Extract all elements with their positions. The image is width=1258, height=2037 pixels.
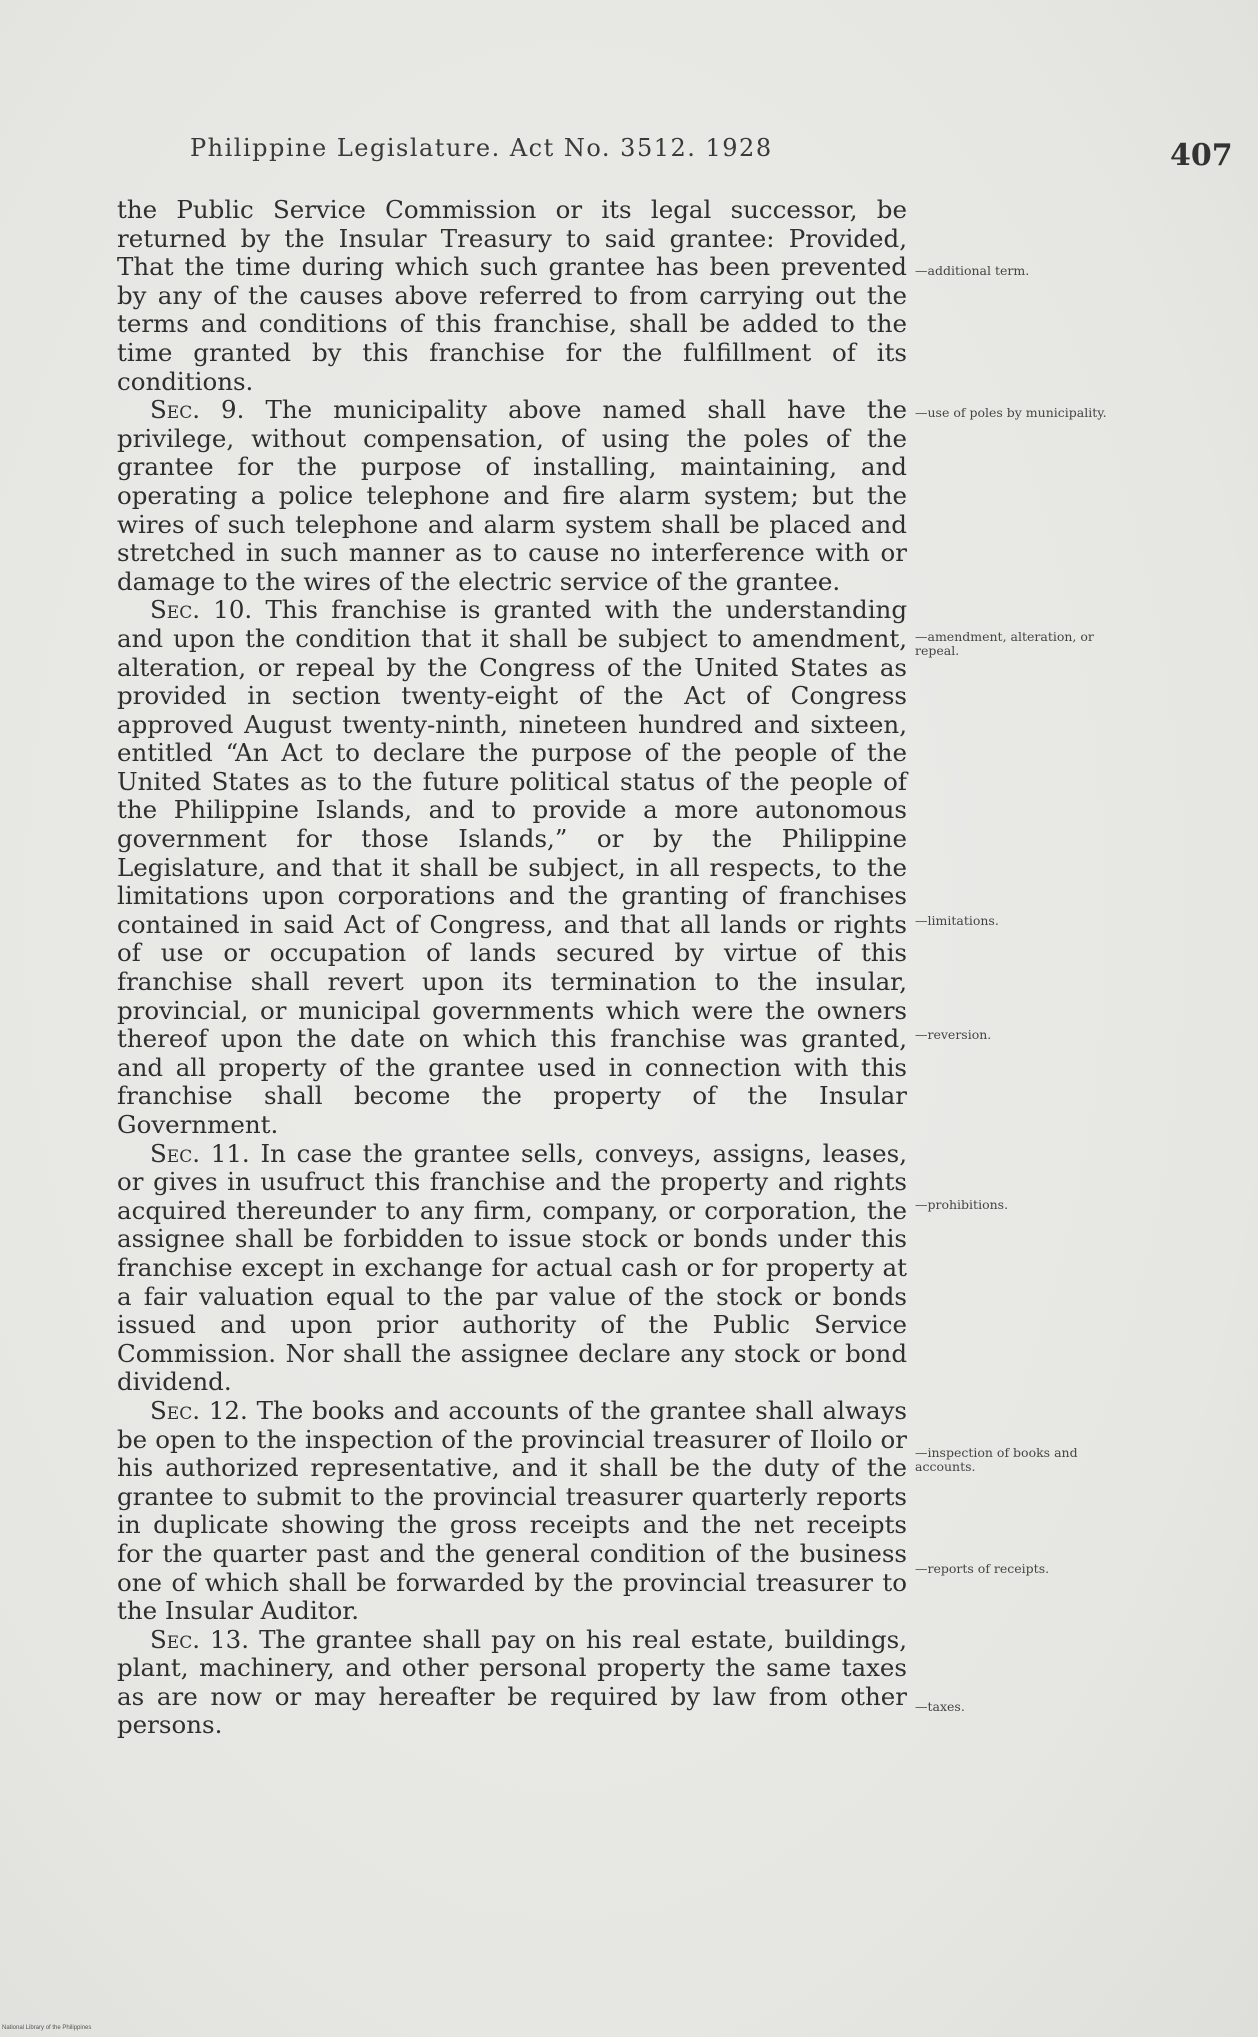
paragraph-text: The grantee shall pay on his real estate, buildings, plant, machinery, and other personal property the same taxes as are now or may hereafter be required by law from other persons.	[117, 1624, 908, 1740]
paragraph-text: This franchise is granted with the understanding and upon the condition that it shall be subject to amendment, alteration, or repeal by the Congress of the United States as provided in section twenty-eight of the Act of Congress approved August twenty-ninth, nineteen hundred and sixteen, entitled “An Act to declare the purpose of the people of the United States as to the future political status of the people of the Philippine Islands, and to provide a more autonomous government for those Islands,” or by the Philippine Legislature, and that it shall be subject, in all respects, to the limitations upon corporations and the granting of franchises contained in said Act of Congress, and that all lands or rights of use or occupation of lands secured by virtue of this franchise shall revert upon its termination to the insular, provincial, or municipal governments which were the owners thereof upon the date on which this franchise was granted, and all property of the grantee used in connection with this franchise shall become the property of the Insular Government.	[117, 595, 907, 1139]
paragraph-text: In case the grantee sells, conveys, assigns, leases, or gives in usufruct this franchise and the property and rights acquired thereunder to any firm, company, or corporation, the assignee shall be forbidden to issue stock or bonds under this franchise except in exchange for actual cash or for property at a fair valuation equal to the par value of the stock or bonds issued and upon prior authority of the Public Service Commission. Nor shall the assignee declare any stock or bond dividend.	[117, 1138, 907, 1397]
margin-note-amendment: —amendment, alteration, or repeal.	[915, 629, 1094, 658]
margin-note-prohibitions: —prohibitions.	[915, 1197, 1009, 1212]
paragraph-sec-10	[117, 596, 907, 1139]
margin-note-additional-term: —additional term.	[915, 263, 1030, 278]
section-label: Sec. 13.	[150, 1624, 250, 1654]
paragraph-sec-9	[117, 396, 907, 596]
section-label: Sec. 12.	[150, 1395, 248, 1425]
margin-note-use-of-poles: —use of poles by municipality.	[915, 405, 1107, 420]
margin-note-reports: —reports of receipts.	[915, 1561, 1050, 1576]
paragraph-continuation	[117, 196, 907, 396]
paragraph-sec-13	[117, 1626, 907, 1740]
section-label: Sec. 9.	[150, 395, 245, 425]
margin-note-taxes: —taxes.	[915, 1699, 965, 1714]
body-text	[117, 196, 907, 1740]
margin-note-inspection: —inspection of books and accounts.	[915, 1445, 1078, 1474]
paragraph-text: The municipality above named shall have the privilege, without compensation, of using the poles of the grantee for the purpose of installing, maintaining, and operating a police telephone and fire alarm system; but the wires of such telephone and alarm system shall be placed and stretched in such manner as to cause no interference with or damage to the wires of the electric service of the grantee.	[117, 395, 908, 596]
section-label: Sec. 10.	[150, 595, 253, 625]
paragraph-sec-11	[117, 1140, 907, 1397]
margin-note-limitations: —limitations.	[915, 913, 999, 928]
section-label: Sec. 11.	[150, 1138, 250, 1168]
running-head: Philippine Legislature. Act No. 3512. 1928	[190, 134, 773, 162]
paragraph-sec-12	[117, 1397, 907, 1626]
paragraph-text: The books and accounts of the grantee shall always be open to the inspection of the provincial treasurer of Iloilo or his authorized representative, and it shall be the duty of the grantee to submit to the provincial treasurer quarterly reports in duplicate showing the gross receipts and the net receipts for the quarter past and the general condition of the business one of which shall be forwarded by the provincial treasurer to the Insular Auditor.	[117, 1395, 907, 1626]
scan-credit: National Library of the Philippines	[2, 2025, 92, 2031]
paragraph-text: the Public Service Commission or its legal successor, be returned by the Insular Treasury to said grantee: Provided, That the time during which such grantee has been prevented by any of the causes above referred to from carrying out the terms and conditions of this franchise, shall be added to the time granted by this franchise for the fulfillment of its conditions.	[117, 195, 907, 396]
margin-note-reversion: —reversion.	[915, 1027, 992, 1042]
page-number: 407	[1170, 138, 1233, 173]
